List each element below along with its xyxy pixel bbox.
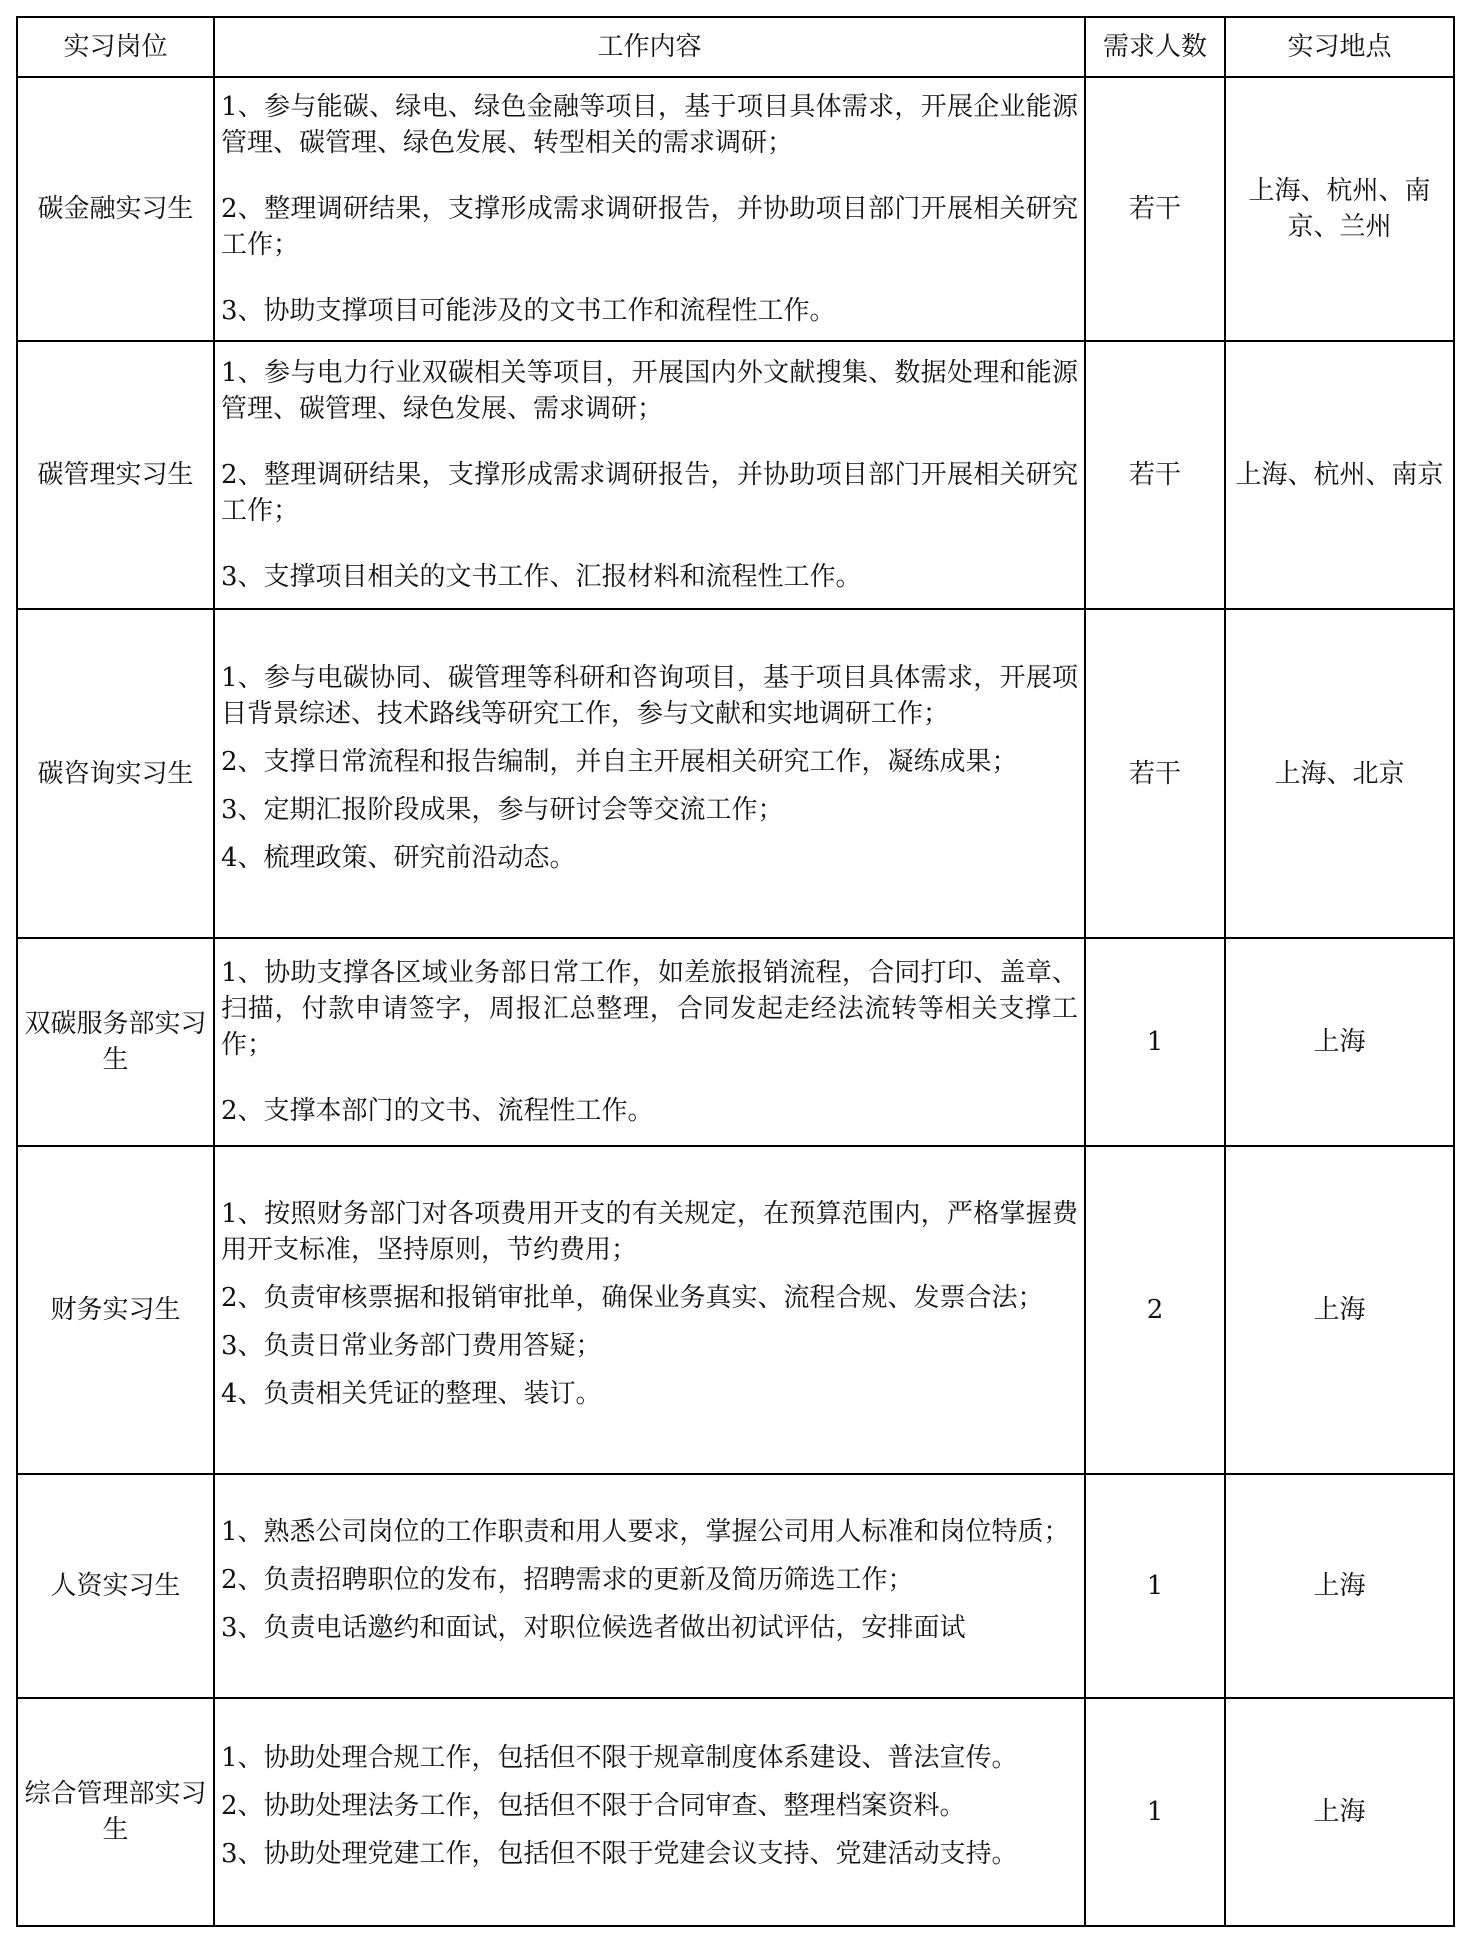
location-cell: 上海、杭州、南京 (1225, 341, 1454, 609)
position-cell: 综合管理部实习生 (17, 1698, 214, 1926)
location-cell: 上海 (1225, 1474, 1454, 1698)
position-cell: 碳咨询实习生 (17, 609, 214, 938)
duty-item: 2、协助处理法务工作，包括但不限于合同审查、整理档案资料。 (221, 1791, 966, 1821)
position-cell: 人资实习生 (17, 1474, 214, 1698)
duty-item: 1、协助支撑各区域业务部日常工作，如差旅报销流程，合同打印、盖章、扫描，付款申请签字，周报汇总整理，合同发起走经法流转等相关支撑工作； (221, 958, 1078, 1060)
duties-cell (214, 341, 1085, 609)
duty-item: 2、负责招聘职位的发布，招聘需求的更新及简历筛选工作； (221, 1565, 914, 1595)
duties-list (221, 1740, 1078, 1884)
count-cell: 若干 (1085, 341, 1225, 609)
duty-item: 3、负责电话邀约和面试，对职位候选者做出初试评估，安排面试 (221, 1613, 966, 1643)
location-cell: 上海、杭州、南京、兰州 (1225, 77, 1454, 341)
duty-item: 3、定期汇报阶段成果，参与研讨会等交流工作； (221, 794, 784, 825)
duty-item: 1、参与电力行业双碳相关等项目，开展国内外文献搜集、数据处理和能源管理、碳管理、绿色发展、需求调研； (221, 358, 1078, 424)
header-duties: 工作内容 (214, 17, 1085, 77)
table-row (17, 1474, 1454, 1698)
duty-item: 4、负责相关凭证的整理、装订。 (221, 1379, 602, 1409)
position-cell: 碳金融实习生 (17, 77, 214, 341)
duty-item: 4、梳理政策、研究前沿动态。 (221, 842, 576, 873)
duties-list (221, 355, 1078, 595)
location-cell: 上海 (1225, 1698, 1454, 1926)
duty-item: 3、负责日常业务部门费用答疑； (221, 1331, 602, 1361)
location-cell: 上海 (1225, 1146, 1454, 1474)
duty-item: 1、协助处理合规工作，包括但不限于规章制度体系建设、普法宣传。 (221, 1743, 1018, 1773)
duty-item: 3、协助处理党建工作，包括但不限于党建会议支持、党建活动支持。 (221, 1839, 1018, 1869)
header-position: 实习岗位 (17, 17, 214, 77)
count-cell: 1 (1085, 1474, 1225, 1698)
duties-list (221, 89, 1078, 329)
count-cell: 若干 (1085, 609, 1225, 938)
header-location: 实习地点 (1225, 17, 1454, 77)
table-row (17, 1146, 1454, 1474)
position-cell: 财务实习生 (17, 1146, 214, 1474)
table-row (17, 1698, 1454, 1926)
duty-item: 1、参与能碳、绿电、绿色金融等项目，基于项目具体需求，开展企业能源管理、碳管理、绿色发展、转型相关的需求调研； (221, 92, 1078, 158)
duty-item: 2、整理调研结果，支撑形成需求调研报告，并协助项目部门开展相关研究工作； (221, 194, 1078, 260)
duty-item: 1、熟悉公司岗位的工作职责和用人要求，掌握公司用人标准和岗位特质； (221, 1517, 1070, 1547)
location-cell: 上海 (1225, 938, 1454, 1146)
duty-item: 1、参与电碳协同、碳管理等科研和咨询项目，基于项目具体需求，开展项目背景综述、技术路线等研究工作，参与文献和实地调研工作； (221, 662, 1078, 729)
table-row (17, 609, 1454, 938)
header-count: 需求人数 (1085, 17, 1225, 77)
duties-list (221, 1514, 1078, 1658)
table-row (17, 938, 1454, 1146)
duties-list (221, 660, 1078, 888)
count-cell: 2 (1085, 1146, 1225, 1474)
table-row (17, 77, 1454, 341)
position-cell: 双碳服务部实习生 (17, 938, 214, 1146)
duty-item: 3、协助支撑项目可能涉及的文书工作和流程性工作。 (221, 296, 836, 326)
duties-cell (214, 609, 1085, 938)
count-cell: 1 (1085, 938, 1225, 1146)
table-header-row (17, 17, 1454, 77)
count-cell: 1 (1085, 1698, 1225, 1926)
duties-list (221, 955, 1078, 1129)
duties-cell (214, 77, 1085, 341)
position-cell: 碳管理实习生 (17, 341, 214, 609)
location-cell: 上海、北京 (1225, 609, 1454, 938)
count-cell: 若干 (1085, 77, 1225, 341)
duties-cell (214, 938, 1085, 1146)
duties-cell (214, 1146, 1085, 1474)
duties-list (221, 1196, 1078, 1424)
duty-item: 2、支撑日常流程和报告编制，并自主开展相关研究工作，凝练成果； (221, 746, 1018, 777)
duty-item: 2、负责审核票据和报销审批单，确保业务真实、流程合规、发票合法； (221, 1283, 1044, 1313)
duties-cell (214, 1698, 1085, 1926)
duty-item: 3、支撑项目相关的文书工作、汇报材料和流程性工作。 (221, 562, 862, 592)
duties-cell (214, 1474, 1085, 1698)
duty-item: 1、按照财务部门对各项费用开支的有关规定，在预算范围内，严格掌握费用开支标准，坚持原则，节约费用； (221, 1199, 1078, 1265)
internship-table (16, 16, 1455, 1927)
duty-item: 2、支撑本部门的文书、流程性工作。 (221, 1096, 654, 1126)
duty-item: 2、整理调研结果，支撑形成需求调研报告，并协助项目部门开展相关研究工作； (221, 460, 1078, 526)
table-row (17, 341, 1454, 609)
